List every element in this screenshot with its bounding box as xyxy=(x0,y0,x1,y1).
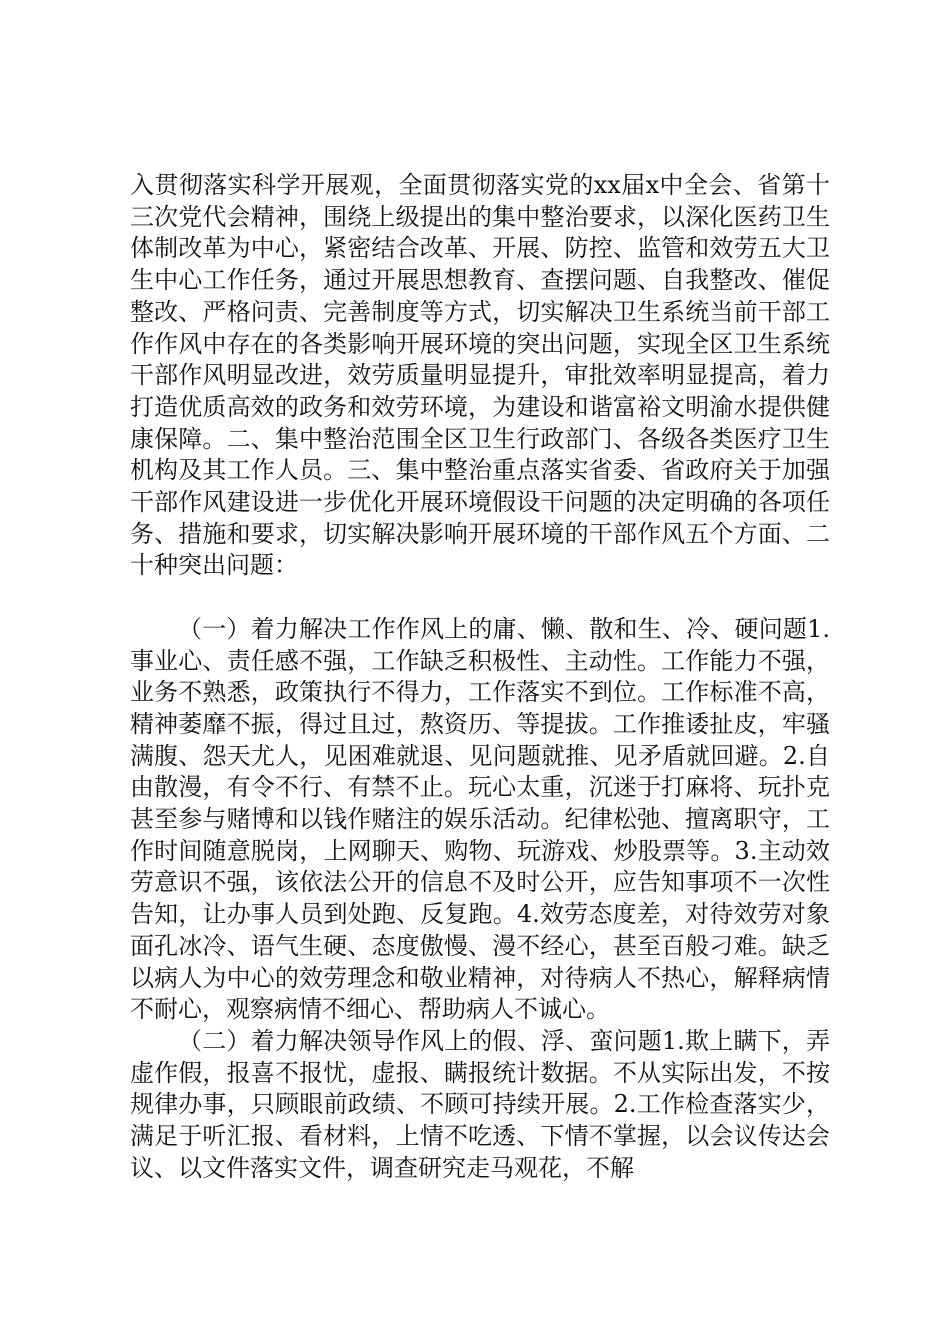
paragraph-2: （一）着力解决工作作风上的庸、懒、散和生、冷、硬问题1.事业心、责任感不强，工作缺乏积极性、主动性。工作能力不强，业务不熟悉，政策执行不得力，工作落实不到位。工作标准不高，精神萎靡不振，得过且过，熬资历、等提拔。工作推诿扯皮，牢骚满腹、怨天尤人，见困难就退、见问题就推、见矛盾就回避。2.自由散漫，有令不行、有禁不止。玩心太重，沉迷于打麻将、玩扑克甚至参与赌博和以钱作赌注的娱乐活动。纪律松弛、擅离职守，工作时间随意脱岗，上网聊天、购物、玩游戏、炒股票等。3.主动效劳意识不强，该依法公开的信息不及时公开，应告知事项不一次性告知，让办事人员到处跑、反复跑。4.效劳态度差，对待效劳对象面孔冰冷、语气生硬、态度傲慢、漫不经心，甚至百般刁难。缺乏以病人为中心的效劳理念和敬业精神，对待病人不热心，解释病情不耐心，观察病情不细心、帮助病人不诚心。 xyxy=(130,614,830,1024)
document-body xyxy=(130,170,830,1184)
paragraph-3: （二）着力解决领导作风上的假、浮、蛮问题1.欺上瞒下，弄虚作假，报喜不报忧，虚报、瞒报统计数据。不从实际出发，不按规律办事，只顾眼前政绩、不顾可持续开展。2.工作检查落实少，满足于听汇报、看材料，上情不吃透、下情不掌握，以会议传达会议、以文件落实文件，调查研究走马观花，不解 xyxy=(130,1026,830,1182)
paragraph-1: 入贯彻落实科学开展观，全面贯彻落实党的xx届x中全会、省第十三次党代会精神，围绕上级提出的集中整治要求，以深化医药卫生体制改革为中心，紧密结合改革、开展、防控、监管和效劳五大卫生中心工作任务，通过开展思想教育、查摆问题、自我整改、催促整改、严格问责、完善制度等方式，切实解决卫生系统当前干部工作作风中存在的各类影响开展环境的突出问题，实现全区卫生系统干部作风明显改进，效劳质量明显提升，审批效率明显提高，着力打造优质高效的政务和效劳环境，为建设和谐富裕文明渝水提供健康保障。二、集中整治范围全区卫生行政部门、各级各类医疗卫生机构及其工作人员。三、集中整治重点落实省委、省政府关于加强干部作风建设进一步优化开展环境假设干问题的决定明确的各项任务、措施和要求，切实解决影响开展环境的干部作风五个方面、二十种突出问题： xyxy=(130,171,830,580)
paragraph-spacer xyxy=(130,582,830,614)
